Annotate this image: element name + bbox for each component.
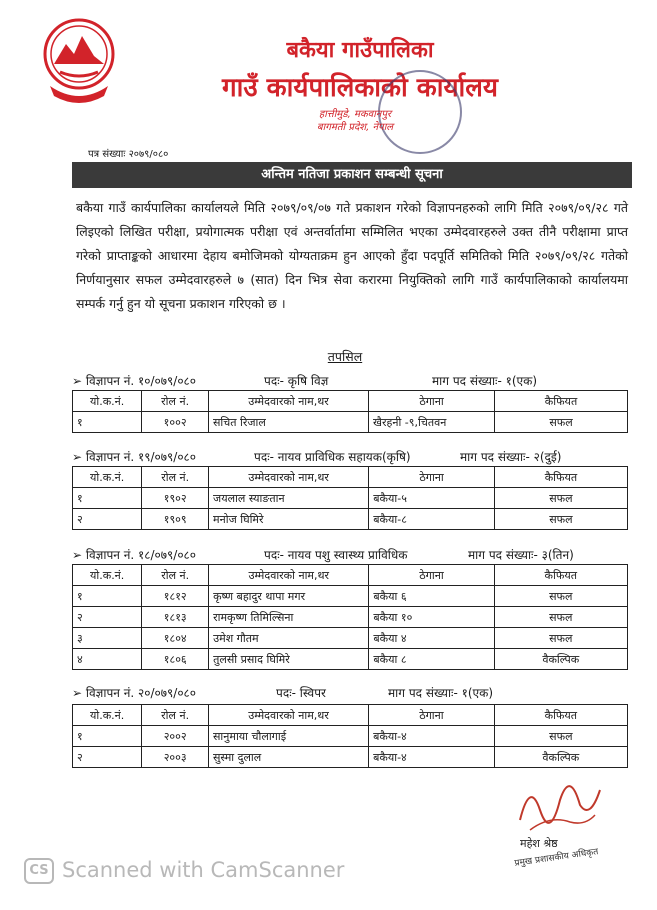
cell: बकैया-४ [369,747,495,768]
cell: सफल [494,586,627,607]
post-count: माग पद संख्याः- २(दुई) [460,450,562,464]
table-header-row [73,565,628,586]
notice-title: अन्तिम नतिजा प्रकाशन सम्बन्धी सूचना [72,162,632,188]
post-count: माग पद संख्याः- १(एक) [432,374,538,388]
cell: बकैया-५ [369,488,495,509]
cell: १८१३ [142,607,209,628]
nepal-emblem-icon [40,14,118,110]
address-line-1: हात्तीमुडे, मकवानपुर [318,109,392,120]
table-row [73,726,628,747]
col-header: रोल नं. [142,565,209,586]
col-header: उम्मेदवारको नाम,थर [209,565,369,586]
table-row [73,509,628,530]
cell: १८०४ [142,628,209,649]
vigyapan-number: ➢ विज्ञापन नं. १९/०७९/०८० [72,450,197,464]
col-header: रोल नं. [142,705,209,726]
vigyapan-number: ➢ विज्ञापन नं. १०/०७९/०८० [72,374,197,388]
col-header: यो.क.नं. [73,391,142,412]
results-table [72,704,628,768]
cell: सफल [495,412,628,433]
office-address [255,108,455,134]
col-header: कैफियत [495,391,628,412]
signatory-designation: प्रमुख प्रशासकीय अधिकृत [513,847,599,869]
post-name: पदः- कृषि विज्ञ [264,374,329,388]
notice-body: बकैया गाउँ कार्यपालिका कार्यालयले मिति २०७९/०९/०७ गते प्रकाशन गरेको विज्ञापनहरुको लागि मिति २०७९/०९/२८ गते लिइएको लिखित परीक्षा, प्रयोगात्मक परीक्षा एवं अन्तर्वार्तामा सम्मिलित भएका उम्मेदवारहरुले उक्त तीनै परीक्षामा प्राप्त गरेको प्राप्ताङ्कको आधारमा देहाय बमोजिमको योग्यताक्रम हुन आएको हुँदा पदपूर्ति समितिको मिति २०७९/०९/२८ गतेको निर्णयानुसार सफल उम्मेदवारहरुले ७ (सात) दिन भित्र सेवा करारमा नियुक्तिको लागि गाउँ कार्यपालिकाको कार्यालयमा सम्पर्क गर्नु हुन यो सूचना प्रकाशन गरिएको छ । [76,200,628,311]
cell: बकैया-८ [369,509,495,530]
cell: बकैया ८ [369,649,494,670]
col-header: कैफियत [494,565,627,586]
tapasil-heading: तपसिल [327,349,363,364]
table-header-row [73,467,628,488]
cell: सुस्मा दुलाल [208,747,368,768]
cell: सफल [494,726,627,747]
cell: २ [73,747,142,768]
post-name: पदः- नायव प्राविधिक सहायक(कृषि) [254,450,411,464]
table-header-row [73,391,628,412]
cell: १८१२ [142,586,209,607]
cell: सचित रिजाल [208,412,368,433]
cell: २ [73,607,142,628]
cell: सफल [494,509,627,530]
col-header: उम्मेदवारको नाम,थर [209,467,369,488]
col-header: यो.क.नं. [73,467,142,488]
col-header: यो.क.नं. [73,705,142,726]
cell: सफल [494,488,627,509]
cell: उमेश गौतम [209,628,369,649]
table-row [73,586,628,607]
col-header: ठेगाना [369,391,495,412]
cell: तुलसी प्रसाद घिमिरे [209,649,369,670]
cell: खैरहनी -९,चितवन [369,412,495,433]
cell: २००२ [142,726,209,747]
table-row [73,628,628,649]
table-row [73,412,628,433]
vigyapan-number: ➢ विज्ञापन नं. १८/०७९/०८० [72,548,197,562]
table-header-row [73,705,628,726]
cell: २ [73,509,142,530]
cell: १ [73,412,142,433]
camscanner-watermark [24,858,344,884]
cell: वैकल्पिक [494,747,627,768]
col-header: रोल नं. [142,467,209,488]
cell: १ [73,586,142,607]
table-row [73,488,628,509]
camscanner-logo-icon: CS [24,858,54,884]
cell: १००२ [142,412,209,433]
col-header: यो.क.नं. [73,565,142,586]
cell: १ [73,726,142,747]
cell: जयलाल स्याङतान [209,488,369,509]
cell: १ [73,488,142,509]
col-header: कैफियत [494,705,627,726]
municipality-title: बकैया गाउँपालिका [286,38,434,63]
cell: १८०६ [142,649,209,670]
cell: बकैया ६ [369,586,494,607]
results-table [72,390,628,433]
cell: बकैया-४ [369,726,495,747]
cell: सफल [494,607,627,628]
cell: ४ [73,649,142,670]
table-row [73,649,628,670]
cell: बकैया ४ [369,628,494,649]
cell: बकैया १० [369,607,494,628]
signature-icon [500,760,610,840]
results-table [72,466,628,530]
office-title: गाउँ कार्यपालिकाको कार्यालय [222,73,498,103]
cell: कृष्ण बहादुर थापा मगर [209,586,369,607]
address-line-2: बागमती प्रदेश, नेपाल [316,122,394,133]
post-count: माग पद संख्याः- १(एक) [388,686,494,700]
col-header: रोल नं. [142,391,209,412]
cell: सानुमाया चौलागाई [208,726,368,747]
cell: ३ [73,628,142,649]
post-name: पदः- स्विपर [276,686,326,700]
table-row [73,607,628,628]
results-table [72,564,628,670]
cell: रामकृष्ण तिमिल्सिना [209,607,369,628]
cell: मनोज घिमिरे [209,509,369,530]
post-count: माग पद संख्याः- ३(तिन) [468,548,574,562]
cell: सफल [494,628,627,649]
col-header: ठेगाना [369,467,495,488]
col-header: उम्मेदवारको नाम,थर [208,391,368,412]
col-header: ठेगाना [369,565,494,586]
cell: १९०२ [142,488,209,509]
post-name: पदः- नायव पशु स्वास्थ्य प्राविधिक [264,548,408,562]
cell: वैकल्पिक [494,649,627,670]
cell: १९०९ [142,509,209,530]
watermark-text: Scanned with CamScanner [62,858,345,882]
cell: २००३ [142,747,209,768]
signatory-name: महेश श्रेष्ठ [520,837,558,850]
col-header: उम्मेदवारको नाम,थर [208,705,368,726]
col-header: कैफियत [494,467,627,488]
col-header: ठेगाना [369,705,495,726]
reference-number: पत्र संख्याः २०७९/०८० [88,149,169,160]
vigyapan-number: ➢ विज्ञापन नं. २०/०७९/०८० [72,686,197,700]
